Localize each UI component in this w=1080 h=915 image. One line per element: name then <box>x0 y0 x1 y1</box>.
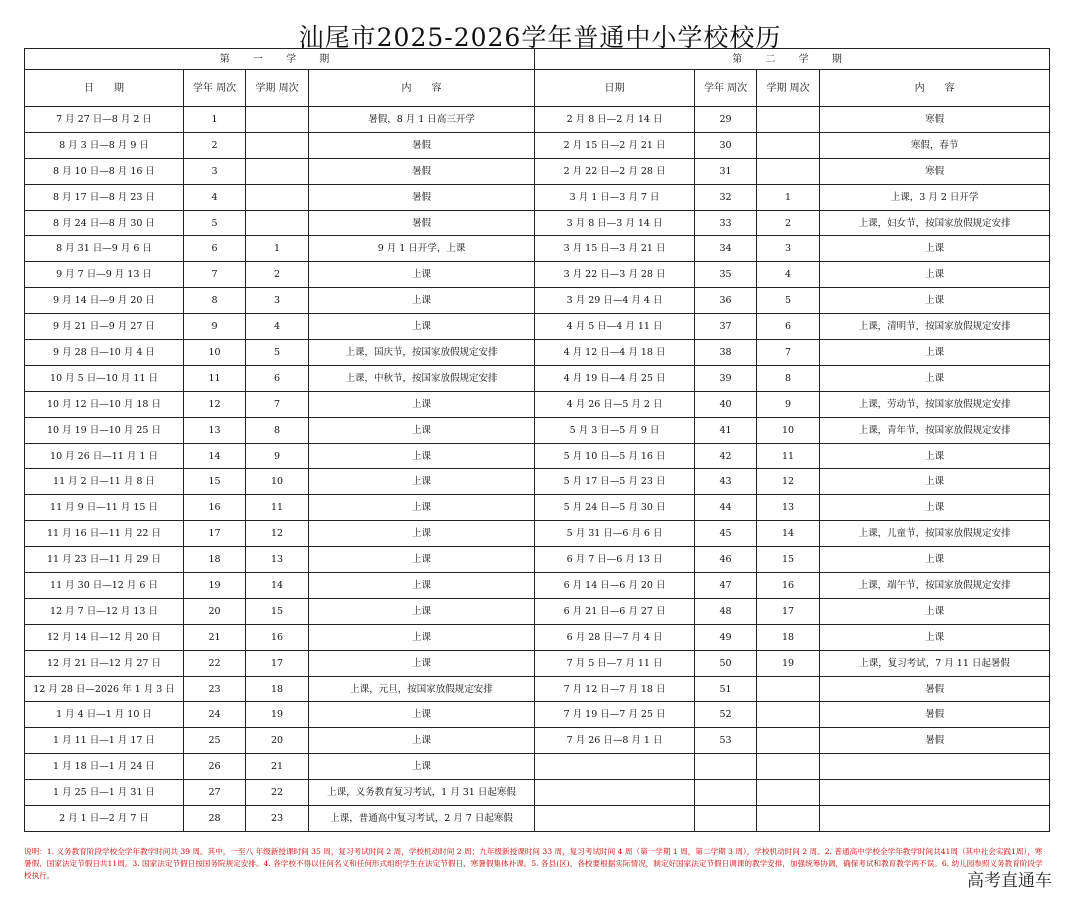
cell-term-week-1: 22 <box>246 780 309 806</box>
cell-content-2 <box>820 780 1050 806</box>
cell-year-week-2: 33 <box>695 210 757 236</box>
cell-year-week-2: 47 <box>695 573 757 599</box>
cell-content-1: 上课，国庆节，按国家放假规定安排 <box>309 340 535 366</box>
cell-content-2: 上课 <box>820 365 1050 391</box>
cell-content-1: 上课 <box>309 598 535 624</box>
cell-date-1: 11 月 23 日—11 月 29 日 <box>25 547 184 573</box>
cell-term-week-2: 6 <box>757 314 820 340</box>
cell-term-week-1: 20 <box>246 728 309 754</box>
cell-date-1: 12 月 7 日—12 月 13 日 <box>25 598 184 624</box>
header-term-week-2: 学期 周次 <box>757 70 820 107</box>
cell-term-week-2 <box>757 676 820 702</box>
table-row <box>25 521 1050 547</box>
semester-header-row <box>25 49 1050 70</box>
cell-term-week-1: 2 <box>246 262 309 288</box>
cell-content-2: 上课 <box>820 262 1050 288</box>
cell-term-week-2 <box>757 728 820 754</box>
table-row <box>25 107 1050 133</box>
cell-year-week-2: 46 <box>695 547 757 573</box>
cell-date-1: 1 月 4 日—1 月 10 日 <box>25 702 184 728</box>
cell-year-week-1: 11 <box>184 365 246 391</box>
cell-year-week-2: 38 <box>695 340 757 366</box>
cell-date-2: 3 月 15 日—3 月 21 日 <box>535 236 695 262</box>
cell-date-2 <box>535 806 695 832</box>
cell-content-1: 暑假 <box>309 210 535 236</box>
cell-date-2: 7 月 12 日—7 月 18 日 <box>535 676 695 702</box>
cell-term-week-2: 8 <box>757 365 820 391</box>
cell-year-week-1: 18 <box>184 547 246 573</box>
cell-year-week-1: 8 <box>184 288 246 314</box>
cell-date-2: 5 月 10 日—5 月 16 日 <box>535 443 695 469</box>
cell-year-week-1: 2 <box>184 132 246 158</box>
cell-term-week-1: 4 <box>246 314 309 340</box>
cell-date-2: 4 月 12 日—4 月 18 日 <box>535 340 695 366</box>
header-content-1: 内 容 <box>309 70 535 107</box>
cell-date-1: 1 月 25 日—1 月 31 日 <box>25 780 184 806</box>
table-row <box>25 676 1050 702</box>
cell-date-2: 5 月 3 日—5 月 9 日 <box>535 417 695 443</box>
cell-content-2: 上课 <box>820 598 1050 624</box>
cell-content-1: 上课 <box>309 547 535 573</box>
cell-year-week-2 <box>695 780 757 806</box>
cell-year-week-1: 4 <box>184 184 246 210</box>
cell-date-1: 10 月 5 日—10 月 11 日 <box>25 365 184 391</box>
cell-content-1: 上课 <box>309 288 535 314</box>
table-row <box>25 132 1050 158</box>
cell-year-week-2: 53 <box>695 728 757 754</box>
table-row <box>25 262 1050 288</box>
header-year-week-1: 学年 周次 <box>184 70 246 107</box>
cell-date-2: 2 月 15 日—2 月 21 日 <box>535 132 695 158</box>
cell-term-week-2: 14 <box>757 521 820 547</box>
cell-term-week-2: 13 <box>757 495 820 521</box>
cell-date-2: 6 月 7 日—6 月 13 日 <box>535 547 695 573</box>
cell-content-2: 上课 <box>820 624 1050 650</box>
cell-term-week-1: 17 <box>246 650 309 676</box>
cell-date-1: 1 月 18 日—1 月 24 日 <box>25 754 184 780</box>
cell-date-1: 12 月 21 日—12 月 27 日 <box>25 650 184 676</box>
cell-year-week-1: 19 <box>184 573 246 599</box>
cell-content-2: 暑假 <box>820 676 1050 702</box>
cell-year-week-2 <box>695 806 757 832</box>
column-header-row <box>25 70 1050 107</box>
cell-term-week-2: 4 <box>757 262 820 288</box>
cell-date-2: 3 月 8 日—3 月 14 日 <box>535 210 695 236</box>
cell-term-week-2 <box>757 132 820 158</box>
cell-content-1: 上课 <box>309 262 535 288</box>
explanation-note: 说明：1. 义务教育阶段学校全学年教学时间共 39 周。其中，一至八 年级新授课时间 35 周，复习考试时间 2 周，学校机动时间 2 周；九年级新授课时间 33 周，复习考试时间 4 周（第一学期 1 周，第二学期 3 周），学校机动时间 2 周。2. 普通高中学校全学年教学时间共41周（其中社会实践1周），寒暑假、国家法定节假日共11周。3. 国家法定节假日按国务院规定安排。4. 各学校不得以任何名义和任何形式组织学生在法定节假日、寒暑假集体补课。5. 各县(区)、各校要根据实际情况，制定好国家法定节假日调课的教学安排，加强统筹协调，确保考试和教育教学两不误。6. 幼儿园参照义务教育阶段学校执行。 <box>24 847 1043 880</box>
table-row <box>25 702 1050 728</box>
cell-year-week-1: 25 <box>184 728 246 754</box>
cell-year-week-2: 49 <box>695 624 757 650</box>
cell-term-week-1 <box>246 158 309 184</box>
cell-year-week-2: 31 <box>695 158 757 184</box>
cell-year-week-1: 14 <box>184 443 246 469</box>
cell-year-week-1: 27 <box>184 780 246 806</box>
watermark-text: 高考直通车 <box>967 871 1052 891</box>
cell-term-week-2: 9 <box>757 391 820 417</box>
cell-date-2: 6 月 28 日—7 月 4 日 <box>535 624 695 650</box>
table-row <box>25 806 1050 832</box>
cell-term-week-1: 7 <box>246 391 309 417</box>
cell-year-week-2: 44 <box>695 495 757 521</box>
cell-year-week-1: 20 <box>184 598 246 624</box>
cell-term-week-2: 12 <box>757 469 820 495</box>
cell-date-1: 12 月 14 日—12 月 20 日 <box>25 624 184 650</box>
cell-content-2: 上课，青年节，按国家放假规定安排 <box>820 417 1050 443</box>
cell-term-week-1: 3 <box>246 288 309 314</box>
cell-term-week-2: 15 <box>757 547 820 573</box>
cell-date-1: 8 月 17 日—8 月 23 日 <box>25 184 184 210</box>
cell-content-1: 上课，中秋节，按国家放假规定安排 <box>309 365 535 391</box>
cell-date-2: 6 月 14 日—6 月 20 日 <box>535 573 695 599</box>
table-row <box>25 288 1050 314</box>
cell-content-2: 上课，复习考试，7 月 11 日起暑假 <box>820 650 1050 676</box>
cell-year-week-1: 7 <box>184 262 246 288</box>
cell-content-2: 上课，3 月 2 日开学 <box>820 184 1050 210</box>
cell-date-2 <box>535 754 695 780</box>
cell-content-1: 上课，义务教育复习考试，1 月 31 日起寒假 <box>309 780 535 806</box>
cell-term-week-2 <box>757 754 820 780</box>
table-row <box>25 650 1050 676</box>
cell-term-week-2: 19 <box>757 650 820 676</box>
cell-content-1: 上课 <box>309 624 535 650</box>
cell-year-week-2: 35 <box>695 262 757 288</box>
header-term-week-1: 学期 周次 <box>246 70 309 107</box>
cell-date-2 <box>535 780 695 806</box>
cell-term-week-1: 23 <box>246 806 309 832</box>
cell-term-week-2: 2 <box>757 210 820 236</box>
cell-date-1: 7 月 27 日—8 月 2 日 <box>25 107 184 133</box>
cell-term-week-1: 21 <box>246 754 309 780</box>
cell-content-2: 上课 <box>820 495 1050 521</box>
cell-date-1: 1 月 11 日—1 月 17 日 <box>25 728 184 754</box>
cell-content-1: 上课，元旦，按国家放假规定安排 <box>309 676 535 702</box>
table-row <box>25 598 1050 624</box>
cell-year-week-1: 21 <box>184 624 246 650</box>
cell-date-1: 8 月 10 日—8 月 16 日 <box>25 158 184 184</box>
cell-term-week-1 <box>246 132 309 158</box>
cell-date-1: 8 月 3 日—8 月 9 日 <box>25 132 184 158</box>
cell-term-week-2 <box>757 158 820 184</box>
cell-content-1: 上课 <box>309 391 535 417</box>
cell-term-week-2: 17 <box>757 598 820 624</box>
table-row <box>25 547 1050 573</box>
cell-date-2: 3 月 22 日—3 月 28 日 <box>535 262 695 288</box>
cell-term-week-1: 10 <box>246 469 309 495</box>
cell-year-week-2: 51 <box>695 676 757 702</box>
header-year-week-2: 学年 周次 <box>695 70 757 107</box>
table-row <box>25 236 1050 262</box>
table-row <box>25 573 1050 599</box>
cell-term-week-1: 9 <box>246 443 309 469</box>
cell-date-2: 5 月 17 日—5 月 23 日 <box>535 469 695 495</box>
cell-date-2: 4 月 19 日—4 月 25 日 <box>535 365 695 391</box>
cell-year-week-1: 26 <box>184 754 246 780</box>
cell-content-2 <box>820 754 1050 780</box>
cell-year-week-2: 37 <box>695 314 757 340</box>
header-date-1: 日 期 <box>25 70 184 107</box>
cell-date-2: 7 月 19 日—7 月 25 日 <box>535 702 695 728</box>
cell-content-1: 暑假 <box>309 184 535 210</box>
cell-year-week-1: 1 <box>184 107 246 133</box>
cell-year-week-1: 3 <box>184 158 246 184</box>
cell-year-week-2: 50 <box>695 650 757 676</box>
cell-year-week-2: 48 <box>695 598 757 624</box>
cell-date-1: 11 月 9 日—11 月 15 日 <box>25 495 184 521</box>
calendar-table <box>24 48 1050 832</box>
cell-term-week-1 <box>246 184 309 210</box>
cell-term-week-1: 11 <box>246 495 309 521</box>
header-date-2: 日期 <box>535 70 695 107</box>
cell-content-1: 上课 <box>309 573 535 599</box>
cell-year-week-2: 43 <box>695 469 757 495</box>
cell-year-week-2: 29 <box>695 107 757 133</box>
cell-term-week-1 <box>246 210 309 236</box>
cell-term-week-1: 16 <box>246 624 309 650</box>
table-row <box>25 780 1050 806</box>
cell-content-1: 上课 <box>309 702 535 728</box>
cell-term-week-2: 5 <box>757 288 820 314</box>
cell-content-1: 上课 <box>309 728 535 754</box>
cell-content-1: 上课 <box>309 521 535 547</box>
cell-term-week-2: 11 <box>757 443 820 469</box>
cell-year-week-1: 9 <box>184 314 246 340</box>
cell-year-week-1: 12 <box>184 391 246 417</box>
cell-year-week-2: 39 <box>695 365 757 391</box>
cell-term-week-2: 1 <box>757 184 820 210</box>
cell-year-week-2: 52 <box>695 702 757 728</box>
cell-date-1: 10 月 26 日—11 月 1 日 <box>25 443 184 469</box>
cell-year-week-1: 13 <box>184 417 246 443</box>
table-row <box>25 184 1050 210</box>
cell-term-week-2: 16 <box>757 573 820 599</box>
cell-content-2: 寒假 <box>820 158 1050 184</box>
cell-date-2: 7 月 26 日—8 月 1 日 <box>535 728 695 754</box>
cell-date-1: 11 月 16 日—11 月 22 日 <box>25 521 184 547</box>
cell-date-2: 4 月 26 日—5 月 2 日 <box>535 391 695 417</box>
cell-content-2: 上课 <box>820 288 1050 314</box>
cell-year-week-1: 15 <box>184 469 246 495</box>
cell-content-2 <box>820 806 1050 832</box>
cell-year-week-1: 17 <box>184 521 246 547</box>
cell-year-week-1: 16 <box>184 495 246 521</box>
table-row <box>25 391 1050 417</box>
table-row <box>25 417 1050 443</box>
cell-content-2: 上课 <box>820 547 1050 573</box>
cell-term-week-2: 18 <box>757 624 820 650</box>
cell-content-2: 上课，劳动节，按国家放假规定安排 <box>820 391 1050 417</box>
cell-date-2: 7 月 5 日—7 月 11 日 <box>535 650 695 676</box>
cell-content-1: 上课，普通高中复习考试，2 月 7 日起寒假 <box>309 806 535 832</box>
cell-date-1: 8 月 24 日—8 月 30 日 <box>25 210 184 236</box>
cell-year-week-1: 28 <box>184 806 246 832</box>
cell-date-2: 3 月 1 日—3 月 7 日 <box>535 184 695 210</box>
cell-content-2: 上课，清明节，按国家放假规定安排 <box>820 314 1050 340</box>
cell-term-week-1 <box>246 107 309 133</box>
cell-content-2: 上课 <box>820 236 1050 262</box>
cell-content-1: 上课 <box>309 650 535 676</box>
table-row <box>25 754 1050 780</box>
cell-year-week-2: 40 <box>695 391 757 417</box>
cell-year-week-1: 23 <box>184 676 246 702</box>
semester1-title: 第 一 学 期 <box>25 49 535 70</box>
cell-term-week-2: 10 <box>757 417 820 443</box>
cell-term-week-1: 1 <box>246 236 309 262</box>
cell-content-1: 上课 <box>309 754 535 780</box>
table-row <box>25 624 1050 650</box>
table-row <box>25 365 1050 391</box>
cell-date-1: 11 月 30 日—12 月 6 日 <box>25 573 184 599</box>
cell-content-1: 上课 <box>309 443 535 469</box>
cell-date-1: 10 月 12 日—10 月 18 日 <box>25 391 184 417</box>
table-row <box>25 340 1050 366</box>
cell-date-2: 5 月 24 日—5 月 30 日 <box>535 495 695 521</box>
cell-term-week-1: 19 <box>246 702 309 728</box>
cell-content-2: 上课 <box>820 469 1050 495</box>
semester2-title: 第 二 学 期 <box>535 49 1050 70</box>
cell-term-week-1: 8 <box>246 417 309 443</box>
cell-term-week-2 <box>757 780 820 806</box>
cell-date-2: 6 月 21 日—6 月 27 日 <box>535 598 695 624</box>
cell-date-1: 11 月 2 日—11 月 8 日 <box>25 469 184 495</box>
cell-term-week-2: 3 <box>757 236 820 262</box>
cell-content-2: 暑假 <box>820 702 1050 728</box>
table-row <box>25 210 1050 236</box>
cell-year-week-1: 5 <box>184 210 246 236</box>
cell-term-week-1: 15 <box>246 598 309 624</box>
cell-date-1: 9 月 28 日—10 月 4 日 <box>25 340 184 366</box>
cell-date-1: 12 月 28 日—2026 年 1 月 3 日 <box>25 676 184 702</box>
table-row <box>25 443 1050 469</box>
cell-content-2: 上课，儿童节，按国家放假规定安排 <box>820 521 1050 547</box>
cell-date-1: 9 月 7 日—9 月 13 日 <box>25 262 184 288</box>
cell-term-week-2 <box>757 702 820 728</box>
cell-content-2: 暑假 <box>820 728 1050 754</box>
table-row <box>25 469 1050 495</box>
cell-content-1: 暑假 <box>309 158 535 184</box>
cell-year-week-2: 41 <box>695 417 757 443</box>
cell-year-week-2 <box>695 754 757 780</box>
cell-content-2: 寒假 <box>820 107 1050 133</box>
cell-year-week-1: 6 <box>184 236 246 262</box>
cell-term-week-1: 13 <box>246 547 309 573</box>
cell-content-2: 寒假，春节 <box>820 132 1050 158</box>
cell-content-1: 上课 <box>309 469 535 495</box>
cell-date-2: 2 月 8 日—2 月 14 日 <box>535 107 695 133</box>
cell-content-1: 上课 <box>309 417 535 443</box>
header-content-2: 内 容 <box>820 70 1050 107</box>
table-row <box>25 728 1050 754</box>
cell-term-week-2 <box>757 806 820 832</box>
cell-date-2: 2 月 22 日—2 月 28 日 <box>535 158 695 184</box>
cell-term-week-2: 7 <box>757 340 820 366</box>
cell-year-week-2: 42 <box>695 443 757 469</box>
cell-date-1: 2 月 1 日—2 月 7 日 <box>25 806 184 832</box>
cell-content-2: 上课 <box>820 443 1050 469</box>
cell-year-week-2: 32 <box>695 184 757 210</box>
cell-year-week-2: 34 <box>695 236 757 262</box>
table-row <box>25 495 1050 521</box>
cell-date-2: 4 月 5 日—4 月 11 日 <box>535 314 695 340</box>
cell-term-week-1: 5 <box>246 340 309 366</box>
cell-date-1: 9 月 21 日—9 月 27 日 <box>25 314 184 340</box>
cell-content-2: 上课 <box>820 340 1050 366</box>
table-row <box>25 158 1050 184</box>
cell-date-1: 8 月 31 日—9 月 6 日 <box>25 236 184 262</box>
cell-date-1: 10 月 19 日—10 月 25 日 <box>25 417 184 443</box>
cell-content-2: 上课，端午节，按国家放假规定安排 <box>820 573 1050 599</box>
page-title: 汕尾市2025-2026学年普通中小学校校历 <box>298 23 782 52</box>
cell-term-week-1: 14 <box>246 573 309 599</box>
cell-year-week-1: 24 <box>184 702 246 728</box>
table-row <box>25 314 1050 340</box>
cell-term-week-1: 18 <box>246 676 309 702</box>
cell-content-1: 9 月 1 日开学，上课 <box>309 236 535 262</box>
cell-term-week-2 <box>757 107 820 133</box>
cell-year-week-2: 30 <box>695 132 757 158</box>
cell-content-1: 上课 <box>309 495 535 521</box>
cell-content-1: 暑假 <box>309 132 535 158</box>
cell-date-2: 5 月 31 日—6 月 6 日 <box>535 521 695 547</box>
cell-year-week-2: 45 <box>695 521 757 547</box>
cell-year-week-2: 36 <box>695 288 757 314</box>
cell-year-week-1: 22 <box>184 650 246 676</box>
cell-term-week-1: 6 <box>246 365 309 391</box>
cell-date-2: 3 月 29 日—4 月 4 日 <box>535 288 695 314</box>
cell-content-1: 上课 <box>309 314 535 340</box>
cell-content-2: 上课，妇女节，按国家放假规定安排 <box>820 210 1050 236</box>
cell-term-week-1: 12 <box>246 521 309 547</box>
cell-content-1: 暑假，8 月 1 日高三开学 <box>309 107 535 133</box>
cell-year-week-1: 10 <box>184 340 246 366</box>
cell-date-1: 9 月 14 日—9 月 20 日 <box>25 288 184 314</box>
